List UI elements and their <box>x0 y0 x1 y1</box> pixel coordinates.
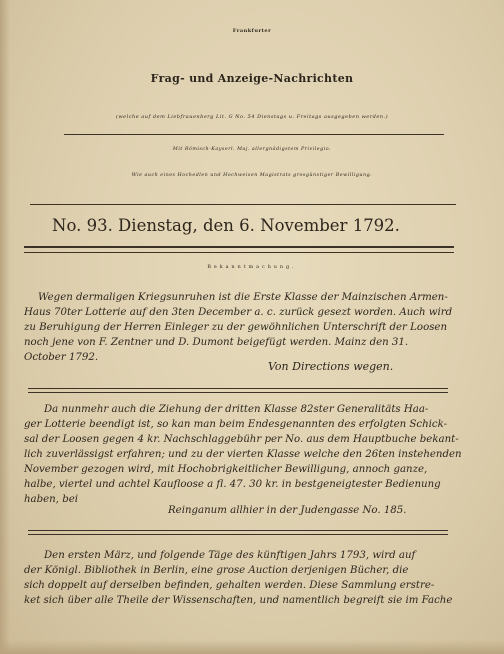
notice1-signature: Von Directions wegen. <box>268 360 394 373</box>
notice2-line: November gezogen wird, mit Hochobrigkeitlicher Bewilligung, annoch ganze, <box>24 464 428 475</box>
issue-line: No. 93. Dienstag, den 6. November 1792. <box>52 216 400 235</box>
notice2-line: sal der Loosen gegen 4 kr. Nachschlaggebühr per No. aus dem Hauptbuche bekant- <box>24 434 459 445</box>
masthead-line-1: Frankfurter <box>232 28 272 34</box>
notice3-line: sich doppelt auf derselben befinden, gehalten werden. Diese Sammlung erstre- <box>24 580 435 591</box>
page-bottom-shadow <box>0 640 504 654</box>
rule-below-issue-thin <box>24 252 454 253</box>
notice2-line: ger Lotterie beendigt ist, so kan man beim Endesgenannten des erfolgten Schick- <box>24 419 448 430</box>
notice1-line: Haus 70ter Lotterie auf den 3ten December a. c. zurück gesezt worden. Auch wird <box>24 307 453 318</box>
masthead-subtitle: (welche auf dem Liebfrauenberg Lit. G No. 54 Dienstags u. Freitags ausgegeben werden.) <box>115 114 389 120</box>
notice3-line: ket sich über alle Theile der Wissenschaften, und namentlich begreift sie im Fache <box>24 595 453 606</box>
divider-rule <box>28 530 448 531</box>
divider-rule <box>28 534 448 535</box>
notice3-line: der Königl. Bibliothek in Berlin, eine grose Auction derjenigen Bücher, die <box>24 565 409 576</box>
masthead-line-2: Frag- und Anzeige-Nachrichten <box>150 72 354 85</box>
notice3-line: Den ersten März, und folgende Täge des künftigen Jahrs 1793, wird auf <box>44 550 416 561</box>
magistrate-line: Wie auch eines Hochedlen und Hochweisen Magistrats grosgünstiger Bewilligung. <box>131 173 373 178</box>
privilege-line: Mit Römisch-Kayserl. Maj. allergnädigstem Privilegio. <box>172 147 332 152</box>
notice2-line: halbe, viertel und achtel Kaufloose a fl. 47. 30 kr. in bestgeneigtester Bedienung <box>24 479 441 490</box>
notice2-line: haben, bei <box>24 494 79 505</box>
rule-above-issue <box>30 204 456 205</box>
notice1-line: zu Beruhigung der Herren Einleger zu der gewöhnlichen Unterschrift der Loosen <box>24 322 448 333</box>
notice2-line: lich zuverlässigst erfahren; und zu der vierten Klasse welche den 26ten instehenden <box>24 449 462 460</box>
divider-rule <box>28 392 448 393</box>
notice-title: Bekanntmachung. <box>207 265 297 270</box>
page-edge-shadow <box>0 0 10 654</box>
notice1-line: October 1792. <box>24 352 99 363</box>
notice1-line: noch jene von F. Zentner und D. Dumont beigefügt werden. Mainz den 31. <box>24 337 409 348</box>
notice2-line: Da nunmehr auch die Ziehung der dritten Klasse 82ster Generalitäts Haa- <box>44 404 429 415</box>
rule-below-issue <box>24 246 454 248</box>
rule-under-subtitle <box>64 134 444 135</box>
notice1-line: Wegen dermaligen Kriegsunruhen ist die Erste Klasse der Mainzischen Armen- <box>38 292 448 303</box>
notice2-signature: Reinganum allhier in der Judengasse No. 185. <box>168 505 407 516</box>
divider-rule <box>28 388 448 389</box>
